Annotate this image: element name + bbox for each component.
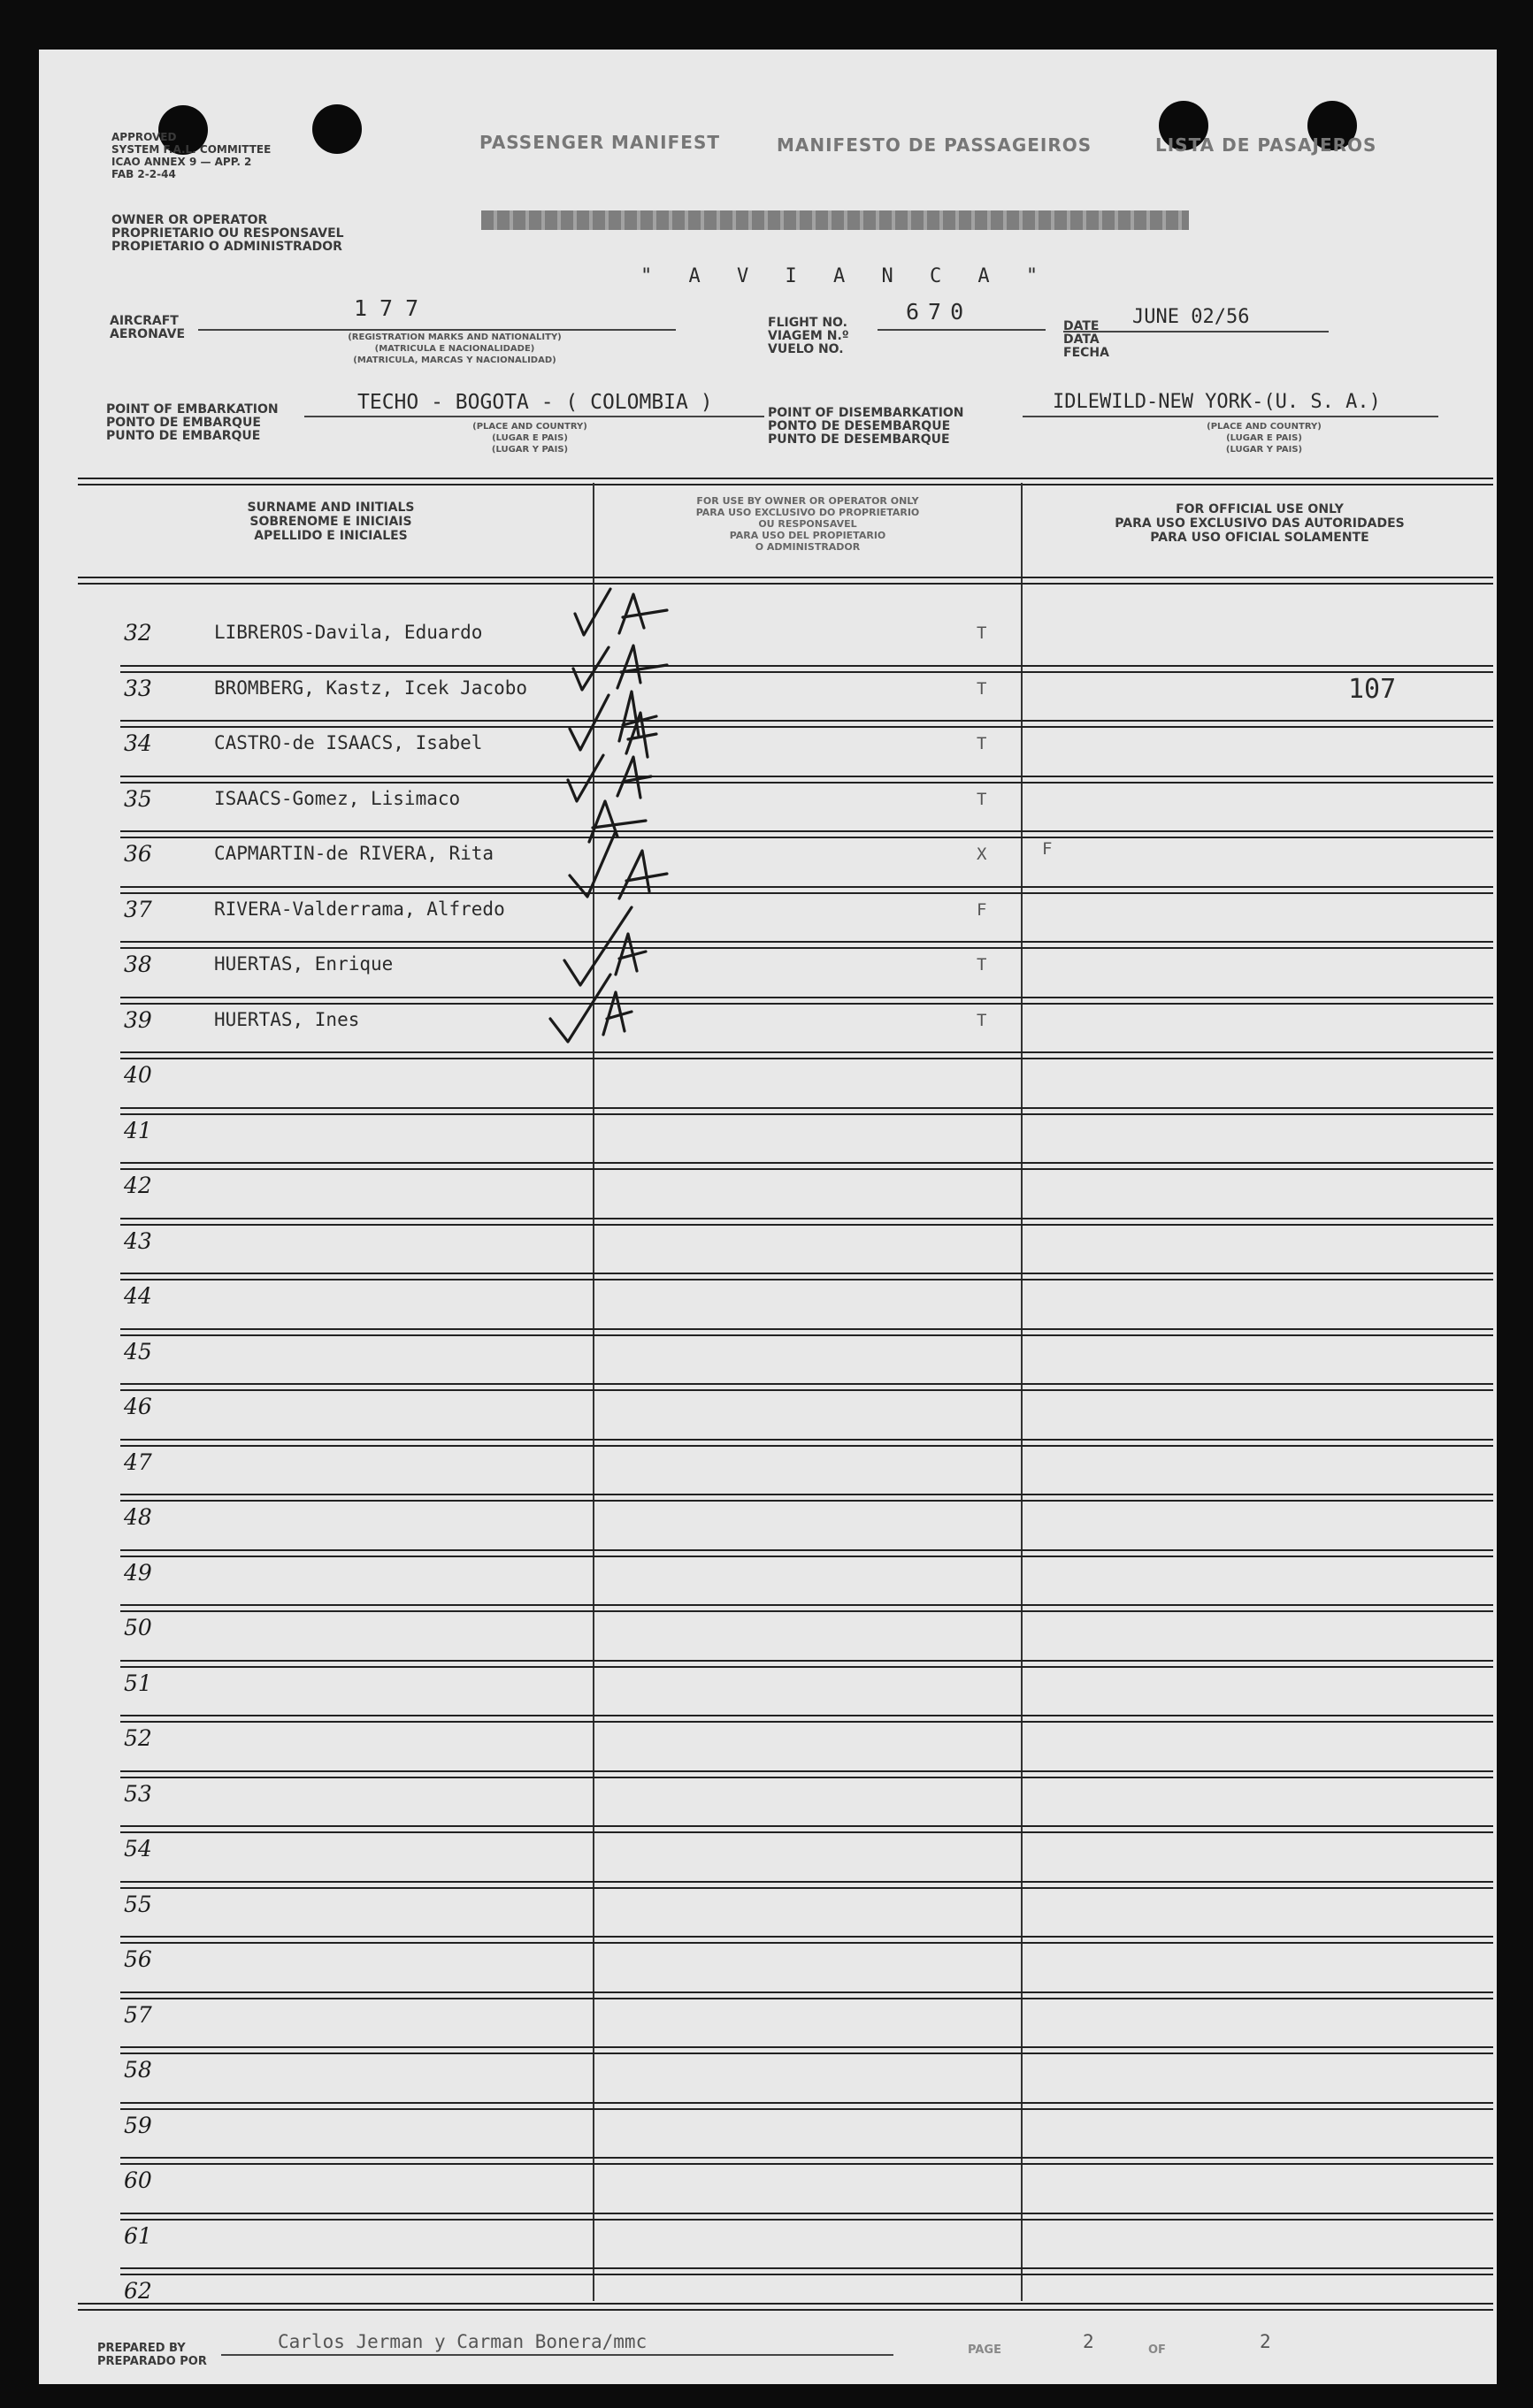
row-rule: [120, 886, 1493, 894]
struck-owner-line: [481, 210, 1189, 230]
header-bottom-rule: [78, 577, 1493, 585]
row-rule: [120, 1273, 1493, 1280]
row-rule: [120, 720, 1493, 728]
row-rule: [120, 1991, 1493, 1999]
of-value: 2: [1260, 2331, 1271, 2352]
disembark-label: POINT OF DISEMBARKATION PONTO DE DESEMBARQUE PUNTO DE DESEMBARQUE: [768, 406, 964, 447]
handwritten-check-marks: [534, 580, 764, 1075]
row-number: 58: [124, 2057, 152, 2083]
initial-a-mark: [617, 757, 651, 798]
row-rule: [120, 1660, 1493, 1668]
row-number: 61: [124, 2222, 152, 2249]
row-number: 56: [124, 1946, 152, 1972]
row-number: 40: [124, 1062, 152, 1088]
disembark-underline: [1023, 416, 1438, 417]
passenger-name: CASTRO-de ISAACS, Isabel: [214, 732, 483, 753]
flight-label: FLIGHT NO. VIAGEM N.º VUELO NO.: [768, 316, 849, 356]
row-number: 60: [124, 2167, 152, 2193]
initial-a-mark: [589, 801, 646, 842]
row-rule: [120, 1051, 1493, 1059]
date-value: JUNE 02/56: [1132, 306, 1250, 328]
passenger-name: CAPMARTIN-de RIVERA, Rita: [214, 843, 494, 864]
row-rule: [120, 776, 1493, 784]
title-portuguese: MANIFESTO DE PASSAGEIROS: [777, 134, 1092, 156]
row-number: 45: [124, 1338, 152, 1365]
check-mark: [575, 589, 610, 635]
row-number: 43: [124, 1227, 152, 1254]
embark-underline: [304, 416, 764, 417]
owner-mark: T: [977, 789, 987, 809]
initial-a-mark: [603, 992, 632, 1035]
aircraft-underline: [198, 329, 676, 331]
row-number: 38: [124, 952, 152, 977]
embark-label: POINT OF EMBARKATION PONTO DE EMBARQUE PUNTO DE EMBARQUE: [106, 402, 279, 443]
row-number: 42: [124, 1173, 152, 1198]
row-rule: [120, 1494, 1493, 1502]
aircraft-sub: (REGISTRATION MARKS AND NATIONALITY) (MATRICULA E NACIONALIDADE) (MATRICULA, MARCAS Y NACIONALIDAD): [348, 333, 562, 365]
row-rule: [120, 997, 1493, 1005]
owner-mark: F: [977, 899, 987, 920]
row-number: 32: [124, 620, 152, 646]
row-rule: [120, 665, 1493, 673]
disembark-place-sub: (PLACE AND COUNTRY) (LUGAR E PAIS) (LUGAR Y PAIS): [1207, 422, 1322, 455]
row-number: 48: [124, 1504, 152, 1530]
row-rule: [120, 1825, 1493, 1833]
row-rule: [120, 941, 1493, 949]
prepared-value: Carlos Jerman y Carman Bonera/mmc: [278, 2331, 648, 2352]
prepared-label: PREPARED BY PREPARADO POR: [97, 2342, 207, 2368]
owner-mark: T: [977, 1010, 987, 1030]
row-number: 47: [124, 1449, 152, 1475]
prepared-underline: [221, 2354, 893, 2356]
manifest-sheet: [39, 50, 1497, 2384]
row-rule: [120, 1328, 1493, 1336]
owner-label: OWNER OR OPERATOR PROPRIETARIO OU RESPONSAVEL PROPIETARIO O ADMINISTRADOR: [111, 213, 344, 254]
owner-mark: T: [977, 678, 987, 699]
row-number: 35: [124, 785, 152, 812]
row-number: 33: [124, 675, 152, 701]
row-number: 41: [124, 1117, 152, 1143]
title-spanish: LISTA DE PASAJEROS: [1155, 134, 1377, 156]
of-label: OF: [1148, 2343, 1166, 2357]
owner-mark: T: [977, 734, 987, 753]
page-label: PAGE: [968, 2343, 1001, 2357]
row-rule: [120, 1162, 1493, 1170]
row-number: 50: [124, 1615, 152, 1640]
owner-mark: X: [977, 845, 987, 864]
column-divider-2: [1021, 483, 1023, 2301]
row-number: 54: [124, 1836, 152, 1861]
initial-a-mark: [617, 646, 667, 688]
official-mark: F: [1042, 839, 1053, 859]
disembark-value: IDLEWILD-NEW YORK-(U. S. A.): [1053, 391, 1381, 413]
owner-mark: T: [977, 955, 987, 975]
check-mark: [570, 831, 616, 897]
date-underline: [1063, 331, 1329, 333]
check-mark: [568, 755, 603, 801]
row-rule: [120, 1770, 1493, 1778]
row-number: 57: [124, 2001, 152, 2028]
row-rule: [120, 1604, 1493, 1612]
row-rule: [120, 2213, 1493, 2221]
check-mark: [573, 647, 609, 690]
row-rule: [120, 1383, 1493, 1391]
passenger-name: ISAACS-Gomez, Lisimaco: [214, 787, 461, 809]
flight-value: 670: [906, 299, 973, 325]
aircraft-label: AIRCRAFT AERONAVE: [110, 314, 186, 341]
title-english: PASSENGER MANIFEST: [479, 132, 720, 153]
passenger-name: RIVERA-Valderrama, Alfredo: [214, 898, 505, 920]
row-number: 52: [124, 1725, 152, 1751]
row-number: 37: [124, 896, 152, 922]
flight-underline: [878, 329, 1046, 331]
row-rule: [120, 1107, 1493, 1115]
embark-place-sub: (PLACE AND COUNTRY) (LUGAR E PAIS) (LUGAR Y PAIS): [472, 422, 587, 455]
row-number: 34: [124, 730, 152, 756]
column-header-owner: FOR USE BY OWNER OR OPERATOR ONLY PARA USO EXCLUSIVO DO PROPRIETARIO OU RESPONSAVEL PARA USO DEL PROPIETARIO O ADMINISTRADOR: [695, 495, 920, 553]
row-number: 59: [124, 2112, 152, 2138]
row-rule: [120, 1218, 1493, 1226]
initial-a-mark: [619, 851, 667, 898]
row-number: 49: [124, 1559, 152, 1586]
column-header-official: FOR OFFICIAL USE ONLY PARA USO EXCLUSIVO DAS AUTORIDADES PARA USO OFICIAL SOLAMENTE: [1115, 502, 1405, 545]
initial-a-mark: [626, 713, 656, 757]
row-rule: [120, 1881, 1493, 1889]
owner-value: " A V I A N C A ": [640, 265, 1051, 287]
initial-a-mark: [619, 594, 667, 633]
row-number: 51: [124, 1670, 152, 1696]
row-rule: [120, 1549, 1493, 1557]
passenger-name: HUERTAS, Ines: [214, 1008, 360, 1030]
punch-hole: [312, 104, 362, 154]
passenger-name: BROMBERG, Kastz, Icek Jacobo: [214, 677, 528, 699]
row-rule: [120, 1439, 1493, 1447]
row-rule: [120, 1936, 1493, 1944]
row-number: 46: [124, 1394, 152, 1419]
table-bottom-rule: [78, 2303, 1493, 2311]
page-value: 2: [1083, 2331, 1094, 2352]
column-header-name: SURNAME AND INITIALS SOBRENOME E INICIAIS APELLIDO E INICIALES: [247, 501, 415, 543]
embark-value: TECHO - BOGOTA - ( COLOMBIA ): [357, 391, 713, 414]
row-number: 44: [124, 1283, 152, 1309]
row-number: 55: [124, 1891, 152, 1917]
row-number: 36: [124, 841, 152, 867]
row-number: 53: [124, 1780, 152, 1807]
check-mark: [570, 695, 609, 750]
date-label: DATE DATA FECHA: [1063, 319, 1109, 360]
initial-a-mark: [616, 934, 646, 975]
row-rule: [120, 830, 1493, 838]
row-number: 39: [124, 1006, 152, 1033]
row-rule: [120, 2267, 1493, 2275]
owner-mark: T: [977, 623, 987, 643]
row-rule: [120, 1715, 1493, 1723]
aircraft-value: 177: [354, 295, 432, 321]
passenger-name: HUERTAS, Enrique: [214, 953, 394, 975]
row-rule: [120, 2102, 1493, 2110]
approval-block: APPROVED SYSTEM F.A.L. COMMITTEE ICAO ANNEX 9 — APP. 2 FAB 2-2-44: [111, 131, 272, 180]
row-rule: [120, 2157, 1493, 2165]
row-rule: [120, 2046, 1493, 2054]
row-number: 62: [124, 2278, 152, 2304]
check-mark: [564, 907, 632, 985]
passenger-name: LIBREROS-Davila, Eduardo: [214, 622, 483, 643]
table-top-rule: [78, 478, 1493, 485]
official-mark: 107: [1348, 673, 1397, 705]
